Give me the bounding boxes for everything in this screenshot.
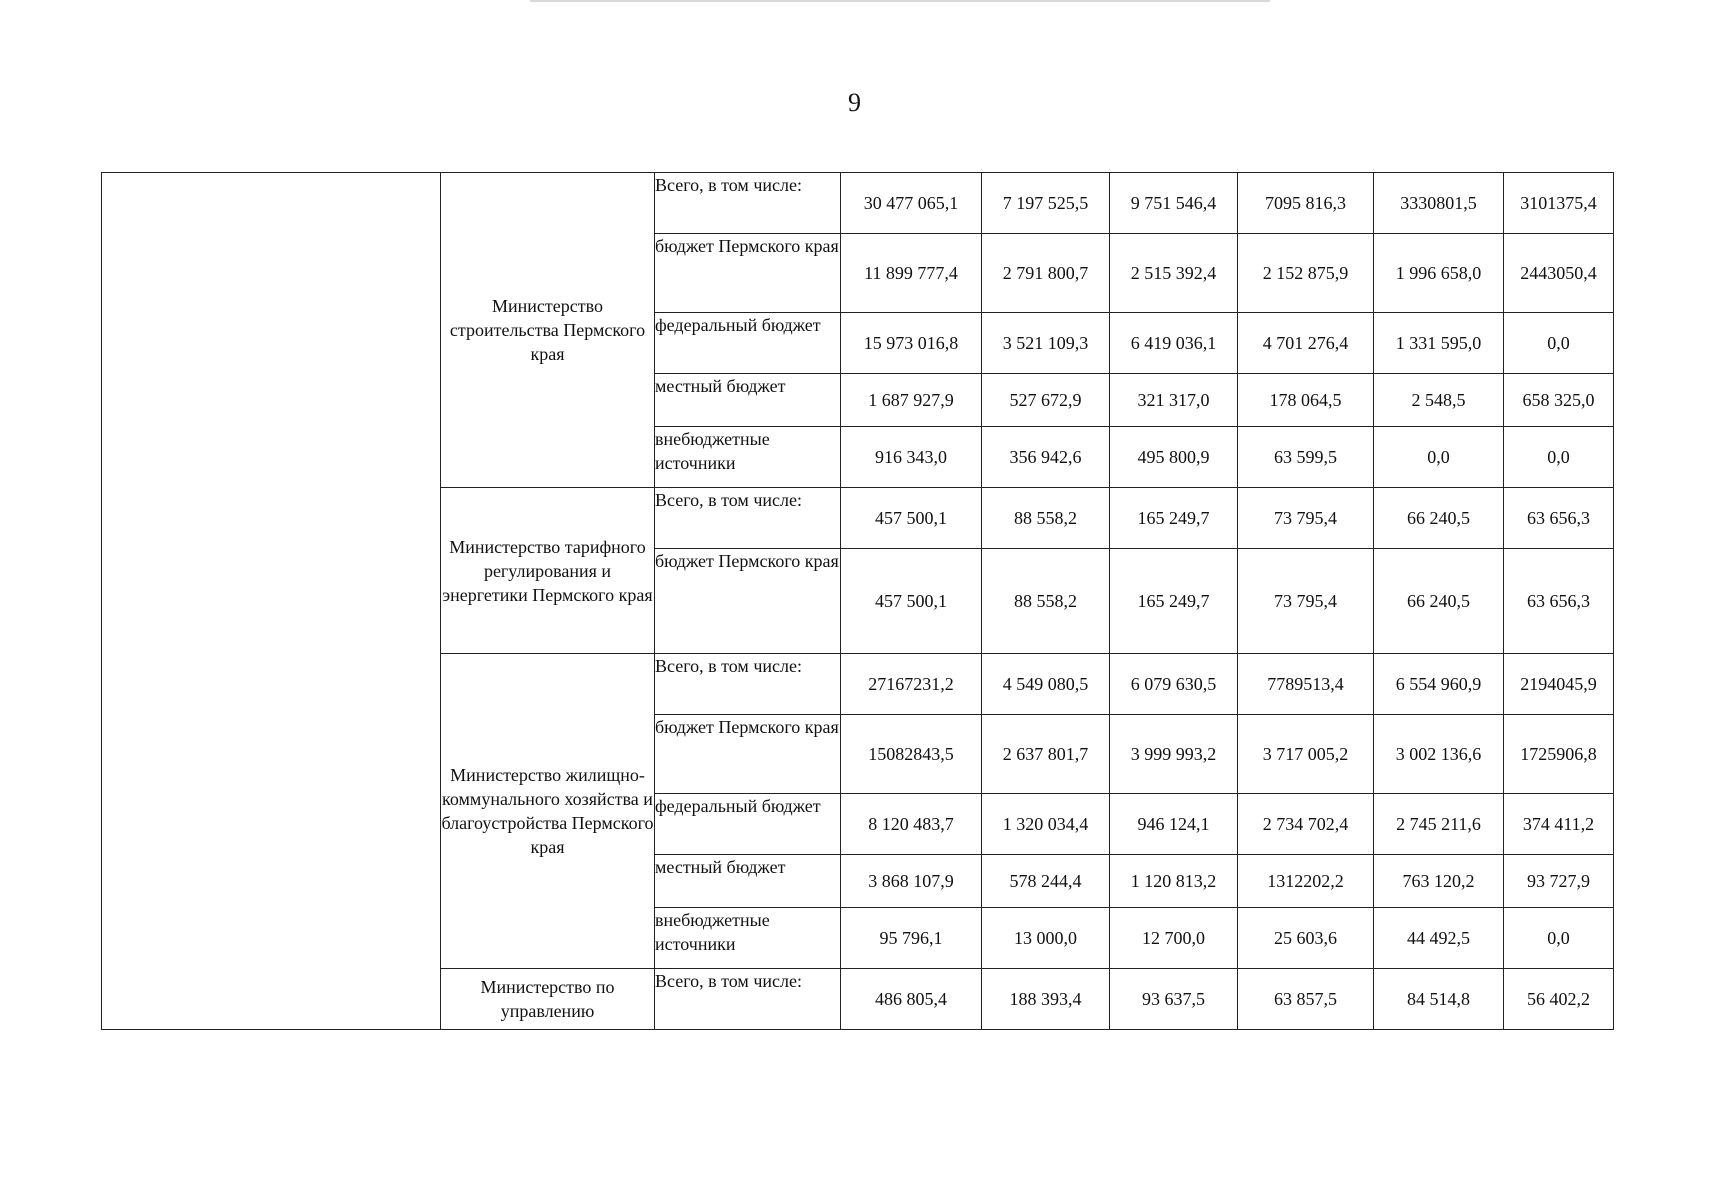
ministry-cell: Министерство строительства Пермского края xyxy=(441,173,655,488)
source-cell: федеральный бюджет xyxy=(655,313,841,374)
value-cell: 66 240,5 xyxy=(1374,549,1504,654)
value-cell: 457 500,1 xyxy=(841,488,982,549)
value-cell: 8 120 483,7 xyxy=(841,794,982,855)
value-cell: 2 791 800,7 xyxy=(982,234,1110,313)
value-cell: 2 515 392,4 xyxy=(1110,234,1238,313)
value-cell: 0,0 xyxy=(1504,427,1614,488)
value-cell: 2194045,9 xyxy=(1504,654,1614,715)
source-cell: внебюджетные источники xyxy=(655,908,841,969)
value-cell: 30 477 065,1 xyxy=(841,173,982,234)
source-cell: Всего, в том числе: xyxy=(655,969,841,1030)
value-cell: 56 402,2 xyxy=(1504,969,1614,1030)
value-cell: 3 717 005,2 xyxy=(1238,715,1374,794)
source-cell: Всего, в том числе: xyxy=(655,654,841,715)
value-cell: 1 120 813,2 xyxy=(1110,855,1238,908)
source-cell: бюджет Пермского края xyxy=(655,234,841,313)
source-cell: бюджет Пермского края xyxy=(655,549,841,654)
source-cell: местный бюджет xyxy=(655,855,841,908)
value-cell: 4 549 080,5 xyxy=(982,654,1110,715)
value-cell: 2 734 702,4 xyxy=(1238,794,1374,855)
value-cell: 374 411,2 xyxy=(1504,794,1614,855)
value-cell: 1 331 595,0 xyxy=(1374,313,1504,374)
source-cell: Всего, в том числе: xyxy=(655,488,841,549)
value-cell: 2443050,4 xyxy=(1504,234,1614,313)
value-cell: 63 656,3 xyxy=(1504,488,1614,549)
value-cell: 486 805,4 xyxy=(841,969,982,1030)
value-cell: 7 197 525,5 xyxy=(982,173,1110,234)
value-cell: 658 325,0 xyxy=(1504,374,1614,427)
value-cell: 95 796,1 xyxy=(841,908,982,969)
value-cell: 356 942,6 xyxy=(982,427,1110,488)
value-cell: 12 700,0 xyxy=(1110,908,1238,969)
value-cell: 3 999 993,2 xyxy=(1110,715,1238,794)
value-cell: 188 393,4 xyxy=(982,969,1110,1030)
value-cell: 946 124,1 xyxy=(1110,794,1238,855)
value-cell: 15 973 016,8 xyxy=(841,313,982,374)
value-cell: 66 240,5 xyxy=(1374,488,1504,549)
value-cell: 73 795,4 xyxy=(1238,549,1374,654)
budget-table xyxy=(101,172,1614,1030)
value-cell: 3101375,4 xyxy=(1504,173,1614,234)
page-number: 9 xyxy=(848,88,861,117)
value-cell: 0,0 xyxy=(1504,313,1614,374)
value-cell: 1 320 034,4 xyxy=(982,794,1110,855)
value-cell: 63 599,5 xyxy=(1238,427,1374,488)
source-cell: бюджет Пермского края xyxy=(655,715,841,794)
table-row xyxy=(102,173,1614,234)
value-cell: 1312202,2 xyxy=(1238,855,1374,908)
value-cell: 25 603,6 xyxy=(1238,908,1374,969)
value-cell: 88 558,2 xyxy=(982,549,1110,654)
value-cell: 63 857,5 xyxy=(1238,969,1374,1030)
value-cell: 93 637,5 xyxy=(1110,969,1238,1030)
source-cell: федеральный бюджет xyxy=(655,794,841,855)
value-cell: 763 120,2 xyxy=(1374,855,1504,908)
value-cell: 1 687 927,9 xyxy=(841,374,982,427)
value-cell: 88 558,2 xyxy=(982,488,1110,549)
value-cell: 3 521 109,3 xyxy=(982,313,1110,374)
source-cell: Всего, в том числе: xyxy=(655,173,841,234)
value-cell: 7095 816,3 xyxy=(1238,173,1374,234)
value-cell: 7789513,4 xyxy=(1238,654,1374,715)
value-cell: 44 492,5 xyxy=(1374,908,1504,969)
ministry-cell: Министерство тарифного регулирования и энергетики Пермского края xyxy=(441,488,655,654)
value-cell: 1725906,8 xyxy=(1504,715,1614,794)
value-cell: 6 419 036,1 xyxy=(1110,313,1238,374)
value-cell: 15082843,5 xyxy=(841,715,982,794)
value-cell: 2 548,5 xyxy=(1374,374,1504,427)
value-cell: 6 079 630,5 xyxy=(1110,654,1238,715)
value-cell: 3 868 107,9 xyxy=(841,855,982,908)
source-cell: местный бюджет xyxy=(655,374,841,427)
value-cell: 6 554 960,9 xyxy=(1374,654,1504,715)
value-cell: 11 899 777,4 xyxy=(841,234,982,313)
value-cell: 4 701 276,4 xyxy=(1238,313,1374,374)
value-cell: 73 795,4 xyxy=(1238,488,1374,549)
value-cell: 3330801,5 xyxy=(1374,173,1504,234)
value-cell: 63 656,3 xyxy=(1504,549,1614,654)
value-cell: 84 514,8 xyxy=(1374,969,1504,1030)
value-cell: 165 249,7 xyxy=(1110,549,1238,654)
source-cell: внебюджетные источники xyxy=(655,427,841,488)
value-cell: 495 800,9 xyxy=(1110,427,1238,488)
value-cell: 916 343,0 xyxy=(841,427,982,488)
value-cell: 321 317,0 xyxy=(1110,374,1238,427)
value-cell: 3 002 136,6 xyxy=(1374,715,1504,794)
value-cell: 578 244,4 xyxy=(982,855,1110,908)
value-cell: 93 727,9 xyxy=(1504,855,1614,908)
scan-edge-line xyxy=(530,0,1270,2)
ministry-cell: Министерство по управлению xyxy=(441,969,655,1030)
value-cell: 0,0 xyxy=(1504,908,1614,969)
value-cell: 2 152 875,9 xyxy=(1238,234,1374,313)
value-cell: 527 672,9 xyxy=(982,374,1110,427)
value-cell: 9 751 546,4 xyxy=(1110,173,1238,234)
value-cell: 13 000,0 xyxy=(982,908,1110,969)
value-cell: 27167231,2 xyxy=(841,654,982,715)
value-cell: 165 249,7 xyxy=(1110,488,1238,549)
value-cell: 2 745 211,6 xyxy=(1374,794,1504,855)
value-cell: 2 637 801,7 xyxy=(982,715,1110,794)
value-cell: 178 064,5 xyxy=(1238,374,1374,427)
empty-left-column xyxy=(102,173,441,1030)
value-cell: 1 996 658,0 xyxy=(1374,234,1504,313)
value-cell: 457 500,1 xyxy=(841,549,982,654)
ministry-cell: Министерство жилищно-коммунального хозяйства и благоустройства Пермского края xyxy=(441,654,655,969)
value-cell: 0,0 xyxy=(1374,427,1504,488)
